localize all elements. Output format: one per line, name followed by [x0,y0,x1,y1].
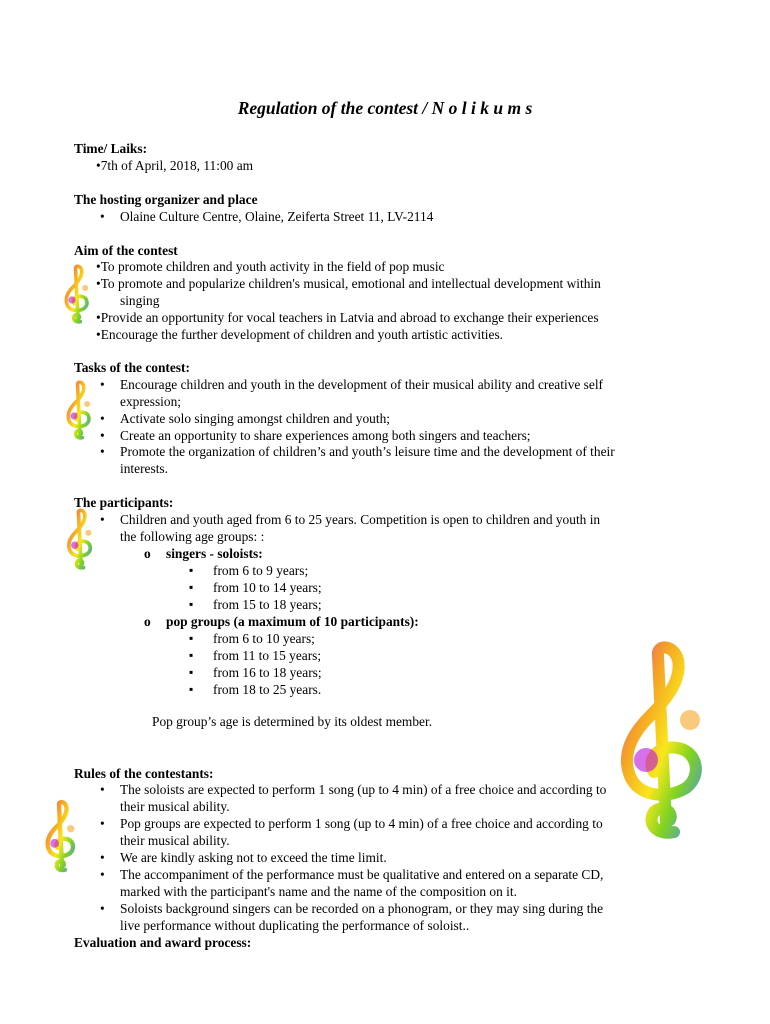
groups-item-4: ▪ from 18 to 25 years. [213,681,321,698]
tasks-heading: Tasks of the contest: [74,360,190,375]
treble-clef-icon [60,264,96,324]
host-heading: The hosting organizer and place [74,192,258,207]
soloists-item-1: ▪ from 6 to 9 years; [213,562,308,579]
host-item: • Olaine Culture Centre, Olaine, Zeiferta Street 11, LV-2114 [120,208,433,225]
rules-line-8: • Soloists background singers can be recorded on a phonogram, or they may sing during the [120,900,603,917]
groups-label: o pop groups (a maximum of 10 participants): [166,613,419,630]
large-treble-clef-icon [592,640,740,840]
aim-heading: Aim of the contest [74,243,178,258]
tasks-line-6: interests. [120,461,168,476]
rules-line-9: live performance without duplicating the performance of soloist.. [120,918,470,933]
participants-intro-2: the following age groups: : [120,529,265,544]
participants-heading: The participants: [74,495,174,510]
rules-line-6: • The accompaniment of the performance must be qualitative and entered on a separate CD, [120,866,603,883]
rules-line-7: marked with the participant's name and the name of the composition on it. [120,884,517,899]
page-title: Regulation of the contest / N o l i k u m s [237,98,533,118]
treble-clef-icon [62,380,98,440]
time-heading: Time/ Laiks: [74,141,148,156]
rules-line-4: their musical ability. [120,833,230,848]
soloists-label: o singers - soloists: [166,545,263,562]
aim-line-2: •To promote and popularize children's musical, emotional and intellectual development within [96,276,601,291]
groups-item-3: ▪ from 16 to 18 years; [213,664,322,681]
soloists-item-2: ▪ from 10 to 14 years; [213,579,322,596]
tasks-line-2: expression; [120,394,181,409]
aim-line-1: •To promote children and youth activity in the field of pop music [96,259,445,274]
evaluation-heading: Evaluation and award process: [74,935,252,950]
aim-line-4: •Provide an opportunity for vocal teachers in Latvia and abroad to exchange their experiences [96,310,599,325]
rules-line-3: • Pop groups are expected to perform 1 song (up to 4 min) of a free choice and according to [120,815,603,832]
treble-clef-icon [62,508,100,570]
participants-note: Pop group’s age is determined by its oldest member. [152,714,433,729]
rules-heading: Rules of the contestants: [74,766,214,781]
rules-line-1: • The soloists are expected to perform 1 song (up to 4 min) of a free choice and according to [120,781,606,798]
rules-line-5: • We are kindly asking not to exceed the time limit. [120,849,387,866]
rules-line-2: their musical ability. [120,799,230,814]
time-value: •7th of April, 2018, 11:00 am [96,158,254,173]
tasks-line-4: • Create an opportunity to share experiences among both singers and teachers; [120,427,531,444]
treble-clef-icon [40,786,84,886]
aim-line-5: •Encourage the further development of children and youth artistic activities. [96,327,504,342]
tasks-line-3: • Activate solo singing amongst children and youth; [120,410,390,427]
aim-line-3: singing [120,293,160,308]
participants-intro-1: • Children and youth aged from 6 to 25 years. Competition is open to children and youth in [120,511,600,528]
groups-item-1: ▪ from 6 to 10 years; [213,630,315,647]
soloists-item-3: ▪ from 15 to 18 years; [213,596,322,613]
tasks-line-1: • Encourage children and youth in the development of their musical ability and creative self [120,376,603,393]
groups-item-2: ▪ from 11 to 15 years; [213,647,321,664]
tasks-line-5: • Promote the organization of children’s and youth’s leisure time and the development of their [120,443,615,460]
